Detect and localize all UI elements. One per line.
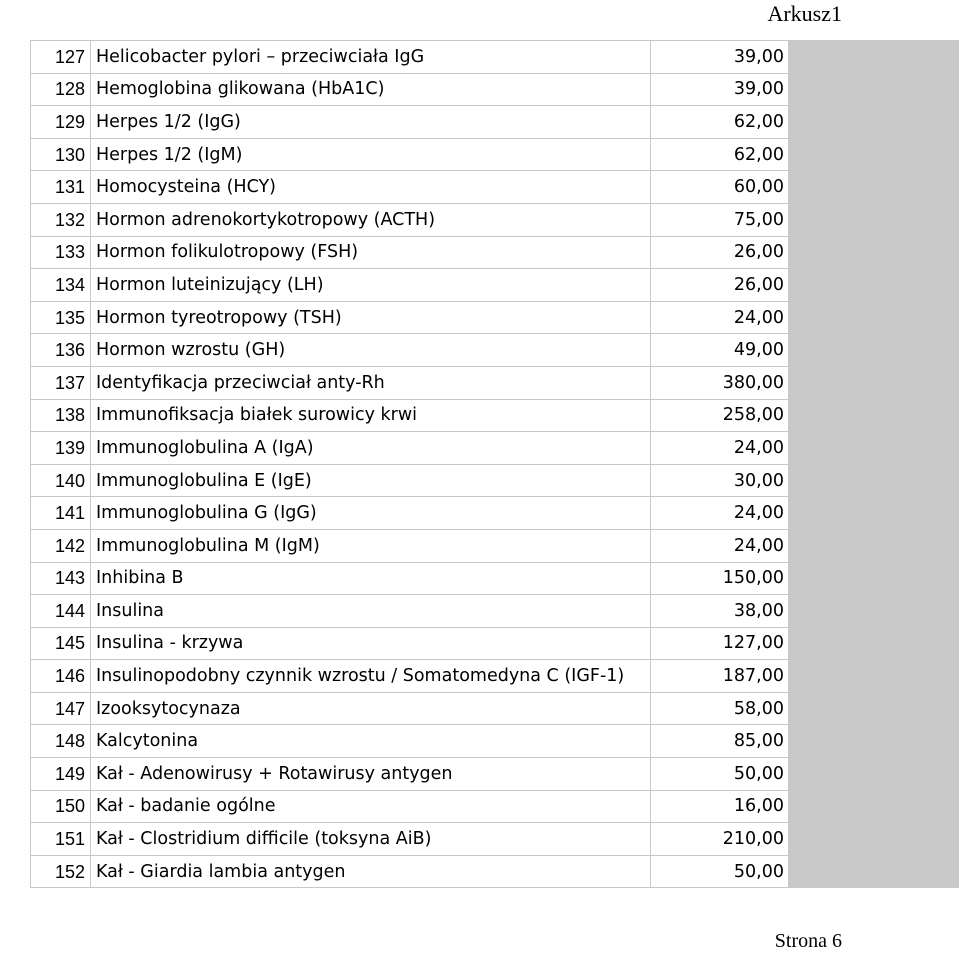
shaded-cell [789,236,959,269]
test-name: Insulina - krzywa [91,627,651,660]
row-number: 128 [31,73,91,106]
row-number: 152 [31,855,91,888]
row-number: 149 [31,758,91,791]
table-row [31,855,959,888]
row-number: 144 [31,595,91,628]
shaded-cell [789,497,959,530]
test-price: 39,00 [651,41,789,74]
test-price: 150,00 [651,562,789,595]
test-name: Kał - Clostridium difficile (toksyna AiB) [91,823,651,856]
shaded-cell [789,660,959,693]
page-number: Strona 6 [774,930,842,952]
row-number: 132 [31,203,91,236]
table-row [31,41,959,74]
test-name: Hemoglobina glikowana (HbA1C) [91,73,651,106]
shaded-cell [789,725,959,758]
test-name: Immunofiksacja białek surowicy krwi [91,399,651,432]
table-row [31,171,959,204]
test-price: 24,00 [651,432,789,465]
row-number: 146 [31,660,91,693]
test-price: 62,00 [651,106,789,139]
test-name: Hormon folikulotropowy (FSH) [91,236,651,269]
table-row [31,660,959,693]
row-number: 138 [31,399,91,432]
table-row [31,464,959,497]
shaded-cell [789,823,959,856]
shaded-cell [789,106,959,139]
table-row [31,432,959,465]
test-name: Kalcytonina [91,725,651,758]
row-number: 141 [31,497,91,530]
test-price: 24,00 [651,497,789,530]
shaded-cell [789,138,959,171]
test-price: 62,00 [651,138,789,171]
table-body [31,41,959,888]
test-name: Hormon adrenokortykotropowy (ACTH) [91,203,651,236]
row-number: 135 [31,301,91,334]
table-row [31,366,959,399]
shaded-cell [789,399,959,432]
table-row [31,595,959,628]
table-row [31,106,959,139]
shaded-cell [789,562,959,595]
row-number: 148 [31,725,91,758]
row-number: 151 [31,823,91,856]
row-number: 131 [31,171,91,204]
sheet-title: Arkusz1 [767,1,842,26]
test-price: 380,00 [651,366,789,399]
test-name: Herpes 1/2 (IgM) [91,138,651,171]
shaded-cell [789,301,959,334]
test-price: 75,00 [651,203,789,236]
table-row [31,562,959,595]
test-price: 258,00 [651,399,789,432]
table-row [31,334,959,367]
table-row [31,73,959,106]
shaded-cell [789,366,959,399]
row-number: 133 [31,236,91,269]
shaded-cell [789,627,959,660]
shaded-cell [789,790,959,823]
shaded-cell [789,41,959,74]
test-name: Herpes 1/2 (IgG) [91,106,651,139]
shaded-cell [789,529,959,562]
row-number: 134 [31,269,91,302]
table-row [31,497,959,530]
row-number: 142 [31,529,91,562]
row-number: 150 [31,790,91,823]
row-number: 147 [31,692,91,725]
test-price: 26,00 [651,269,789,302]
test-name: Identyfikacja przeciwciał anty-Rh [91,366,651,399]
test-price: 60,00 [651,171,789,204]
test-price: 85,00 [651,725,789,758]
test-name: Kał - Giardia lambia antygen [91,855,651,888]
test-price: 49,00 [651,334,789,367]
test-price: 16,00 [651,790,789,823]
table-row [31,823,959,856]
test-name: Hormon wzrostu (GH) [91,334,651,367]
test-name: Kał - Adenowirusy + Rotawirusy antygen [91,758,651,791]
shaded-cell [789,171,959,204]
test-price: 24,00 [651,529,789,562]
test-name: Immunoglobulina M (IgM) [91,529,651,562]
table-row [31,301,959,334]
table-row [31,529,959,562]
test-price: 50,00 [651,855,789,888]
table-row [31,790,959,823]
table-row [31,725,959,758]
test-name: Hormon tyreotropowy (TSH) [91,301,651,334]
row-number: 143 [31,562,91,595]
shaded-cell [789,692,959,725]
shaded-cell [789,758,959,791]
table-row [31,399,959,432]
test-price: 58,00 [651,692,789,725]
test-name: Immunoglobulina E (IgE) [91,464,651,497]
test-price: 39,00 [651,73,789,106]
test-name: Hormon luteinizujący (LH) [91,269,651,302]
test-price: 127,00 [651,627,789,660]
test-name: Immunoglobulina G (IgG) [91,497,651,530]
price-list-table [30,40,959,888]
row-number: 137 [31,366,91,399]
test-name: Immunoglobulina A (IgA) [91,432,651,465]
test-price: 50,00 [651,758,789,791]
shaded-cell [789,464,959,497]
table-row [31,269,959,302]
test-price: 30,00 [651,464,789,497]
row-number: 130 [31,138,91,171]
row-number: 129 [31,106,91,139]
shaded-cell [789,855,959,888]
shaded-cell [789,432,959,465]
test-name: Homocysteina (HCY) [91,171,651,204]
shaded-cell [789,595,959,628]
table-row [31,236,959,269]
test-name: Izooksytocynaza [91,692,651,725]
test-name: Kał - badanie ogólne [91,790,651,823]
table-row [31,203,959,236]
row-number: 140 [31,464,91,497]
shaded-cell [789,269,959,302]
table-row [31,758,959,791]
test-name: Inhibina B [91,562,651,595]
shaded-cell [789,334,959,367]
test-price: 24,00 [651,301,789,334]
row-number: 136 [31,334,91,367]
table-row [31,692,959,725]
test-price: 38,00 [651,595,789,628]
test-name: Insulina [91,595,651,628]
table-row [31,627,959,660]
shaded-cell [789,203,959,236]
table-row [31,138,959,171]
test-price: 210,00 [651,823,789,856]
test-price: 187,00 [651,660,789,693]
shaded-cell [789,73,959,106]
test-price: 26,00 [651,236,789,269]
test-name: Insulinopodobny czynnik wzrostu / Somatomedyna C (IGF-1) [91,660,651,693]
row-number: 127 [31,41,91,74]
test-name: Helicobacter pylori – przeciwciała IgG [91,41,651,74]
row-number: 145 [31,627,91,660]
row-number: 139 [31,432,91,465]
